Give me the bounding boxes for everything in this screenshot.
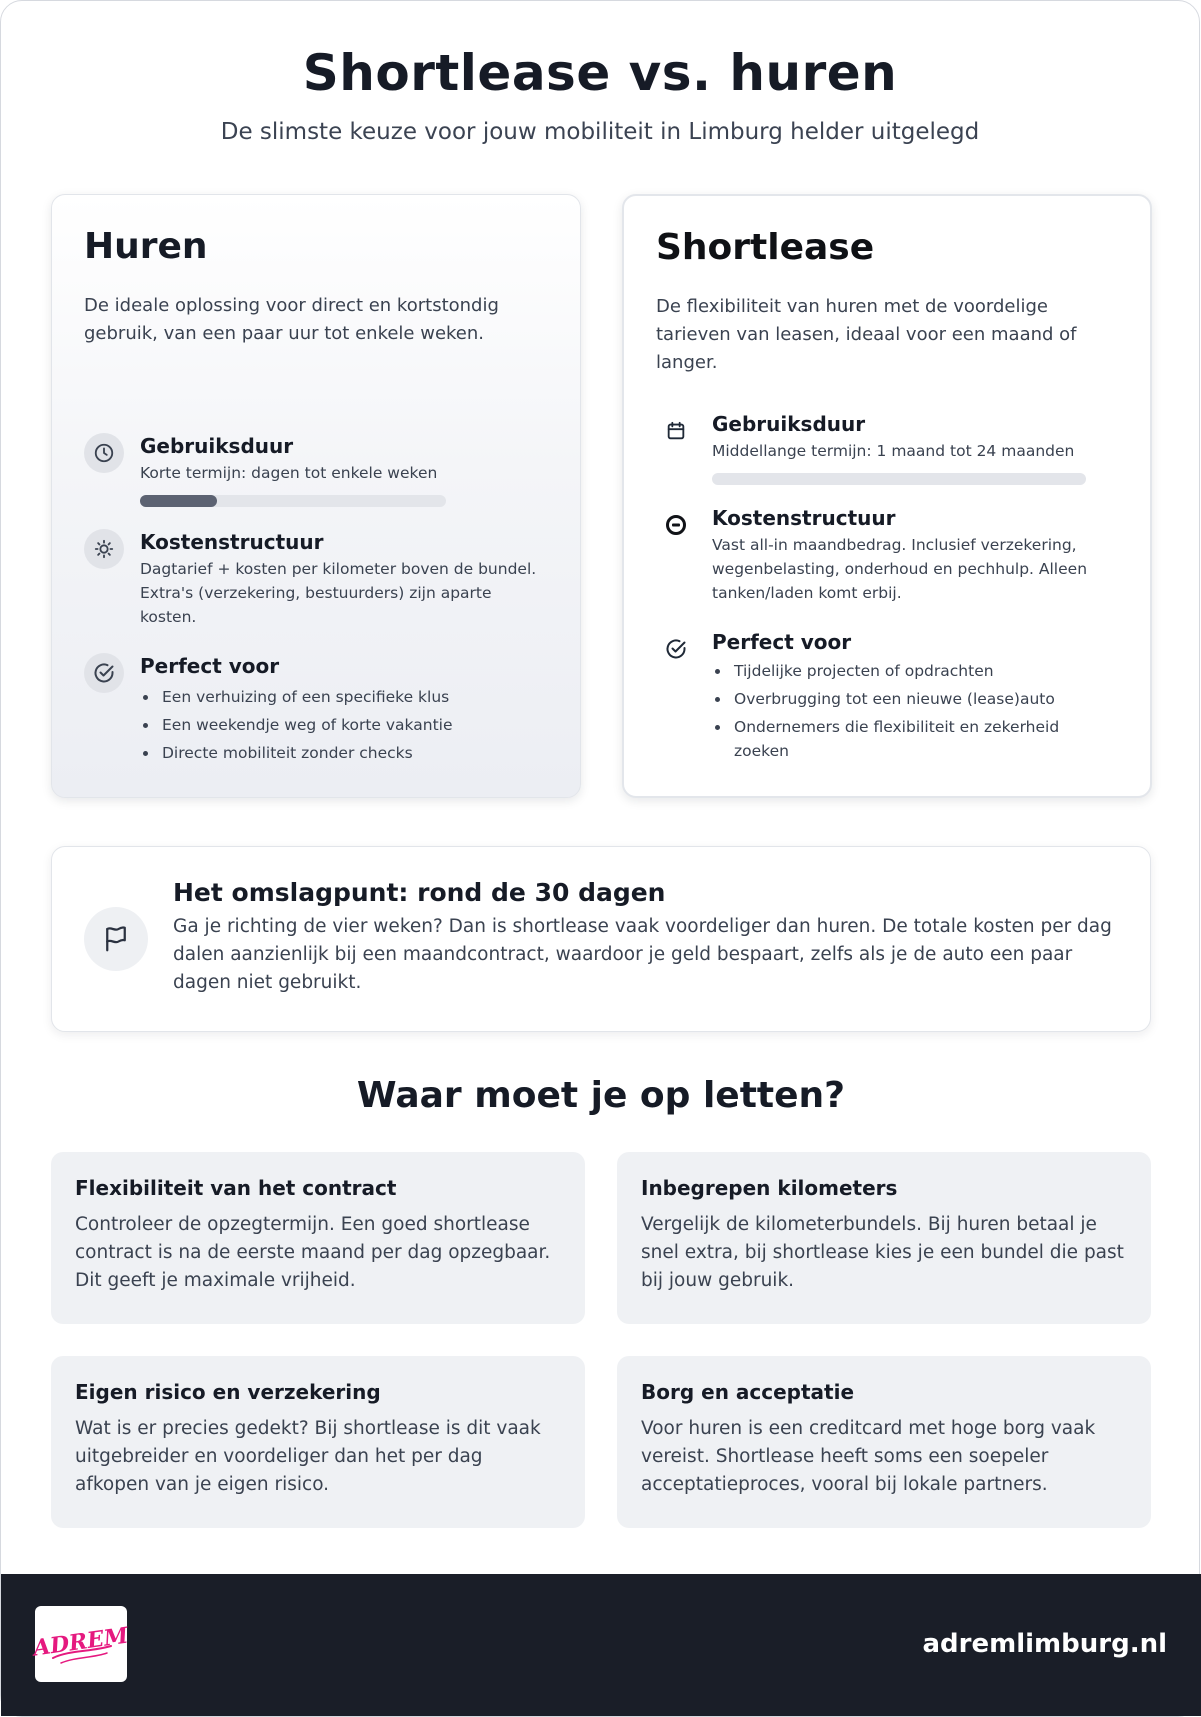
feature-duration bbox=[84, 433, 548, 507]
feature-text: Dagtarief + kosten per kilometer boven de bundel. Extra's (verzekering, bestuurders) zijn aparte kosten. bbox=[140, 560, 537, 626]
list-item: Directe mobiliteit zonder checks bbox=[140, 739, 548, 767]
card-huren bbox=[51, 194, 581, 798]
svg-text:ADREM: ADREM bbox=[31, 1622, 130, 1662]
feature-text: Middellange termijn: 1 maand tot 24 maanden bbox=[712, 442, 1075, 460]
card-shortlease bbox=[622, 194, 1152, 798]
attention-card bbox=[617, 1152, 1151, 1324]
comparison-section bbox=[51, 194, 1151, 798]
feature-perfect-for bbox=[84, 653, 548, 767]
card-title: Shortlease bbox=[656, 227, 875, 268]
attention-card-title: Eigen risico en verzekering bbox=[75, 1380, 381, 1404]
perfect-for-list bbox=[140, 683, 548, 767]
attention-card-title: Flexibiliteit van het contract bbox=[75, 1176, 397, 1200]
feature-duration bbox=[656, 411, 1118, 485]
list-item: Een weekendje weg of korte vakantie bbox=[140, 711, 548, 739]
sun-icon bbox=[84, 529, 124, 569]
card-description: De flexibiliteit van huren met de voordelige tarieven van leasen, ideaal voor een maand of langer. bbox=[656, 296, 1077, 373]
list-item: Overbrugging tot een nieuwe (lease)auto bbox=[712, 687, 1118, 711]
list-item: Een verhuizing of een specifieke klus bbox=[140, 683, 548, 711]
attention-card-title: Inbegrepen kilometers bbox=[641, 1176, 898, 1200]
attention-card-title: Borg en acceptatie bbox=[641, 1380, 855, 1404]
duration-progress-fill bbox=[140, 495, 217, 507]
check-circle-icon bbox=[84, 653, 124, 693]
feature-title: Kostenstructuur bbox=[140, 530, 324, 554]
clock-icon bbox=[84, 433, 124, 473]
target-icon bbox=[656, 505, 696, 545]
duration-progress-bar bbox=[712, 473, 1086, 485]
tipping-point-text: Ga je richting de vier weken? Dan is shortlease vaak voordeliger dan huren. De totale kosten per dag dalen aanzienlijk bij een maandcontract, waardoor je geld bespaart, zelfs als je de auto een paar dagen niet gebruikt. bbox=[173, 916, 1112, 993]
page-header bbox=[1, 1, 1199, 147]
feature-title: Perfect voor bbox=[712, 630, 852, 654]
page-title: Shortlease vs. huren bbox=[302, 44, 898, 102]
feature-costs bbox=[656, 505, 1118, 605]
duration-progress-bar bbox=[140, 495, 446, 507]
feature-title: Gebruiksduur bbox=[140, 434, 294, 458]
feature-title: Perfect voor bbox=[140, 654, 280, 678]
feature-title: Gebruiksduur bbox=[712, 412, 866, 436]
attention-card-text: Wat is er precies gedekt? Bij shortlease is dit vaak uitgebreider en voordeliger dan het per dag afkopen van je eigen risico. bbox=[75, 1418, 541, 1495]
attention-card-text: Vergelijk de kilometerbundels. Bij huren betaal je snel extra, bij shortlease kies je een bundel die past bij jouw gebruik. bbox=[641, 1214, 1124, 1291]
list-item: Tijdelijke projecten of opdrachten bbox=[712, 659, 1118, 683]
attention-card-text: Controleer de opzegtermijn. Een goed shortlease contract is na de eerste maand per dag opzegbaar. Dit geeft je maximale vrijheid. bbox=[75, 1214, 551, 1291]
feature-text: Korte termijn: dagen tot enkele weken bbox=[140, 464, 438, 482]
tipping-point-box bbox=[51, 846, 1151, 1032]
tipping-point-title: Het omslagpunt: rond de 30 dagen bbox=[173, 878, 666, 907]
calendar-icon bbox=[656, 411, 696, 451]
flag-icon bbox=[84, 907, 148, 971]
website-link[interactable]: adremlimburg.nl bbox=[922, 1629, 1167, 1659]
section-title: Waar moet je op letten? bbox=[356, 1075, 846, 1116]
attention-card bbox=[617, 1356, 1151, 1528]
feature-perfect-for bbox=[656, 629, 1118, 767]
card-title: Huren bbox=[84, 226, 208, 267]
footer bbox=[1, 1574, 1201, 1716]
check-circle-icon bbox=[656, 629, 696, 669]
attention-card bbox=[51, 1356, 585, 1528]
card-description: De ideale oplossing voor direct en kortstondig gebruik, van een paar uur tot enkele weken. bbox=[84, 295, 499, 344]
adrem-logo[interactable] bbox=[31, 1606, 130, 1682]
attention-card bbox=[51, 1152, 585, 1324]
perfect-for-list bbox=[712, 659, 1118, 763]
list-item: Ondernemers die flexibiliteit en zekerheid zoeken bbox=[712, 715, 1118, 763]
feature-costs bbox=[84, 529, 548, 629]
attention-card-text: Voor huren is een creditcard met hoge borg vaak vereist. Shortlease heeft soms een soepeler acceptatieproces, vooral bij lokale partners. bbox=[641, 1418, 1096, 1495]
feature-title: Kostenstructuur bbox=[712, 506, 896, 530]
page-subtitle: De slimste keuze voor jouw mobiliteit in Limburg helder uitgelegd bbox=[220, 119, 980, 145]
feature-text: Vast all-in maandbedrag. Inclusief verzekering, wegenbelasting, onderhoud en pechhulp. Alleen tanken/laden komt erbij. bbox=[712, 536, 1088, 602]
adrem-logo-mark bbox=[31, 1612, 130, 1676]
